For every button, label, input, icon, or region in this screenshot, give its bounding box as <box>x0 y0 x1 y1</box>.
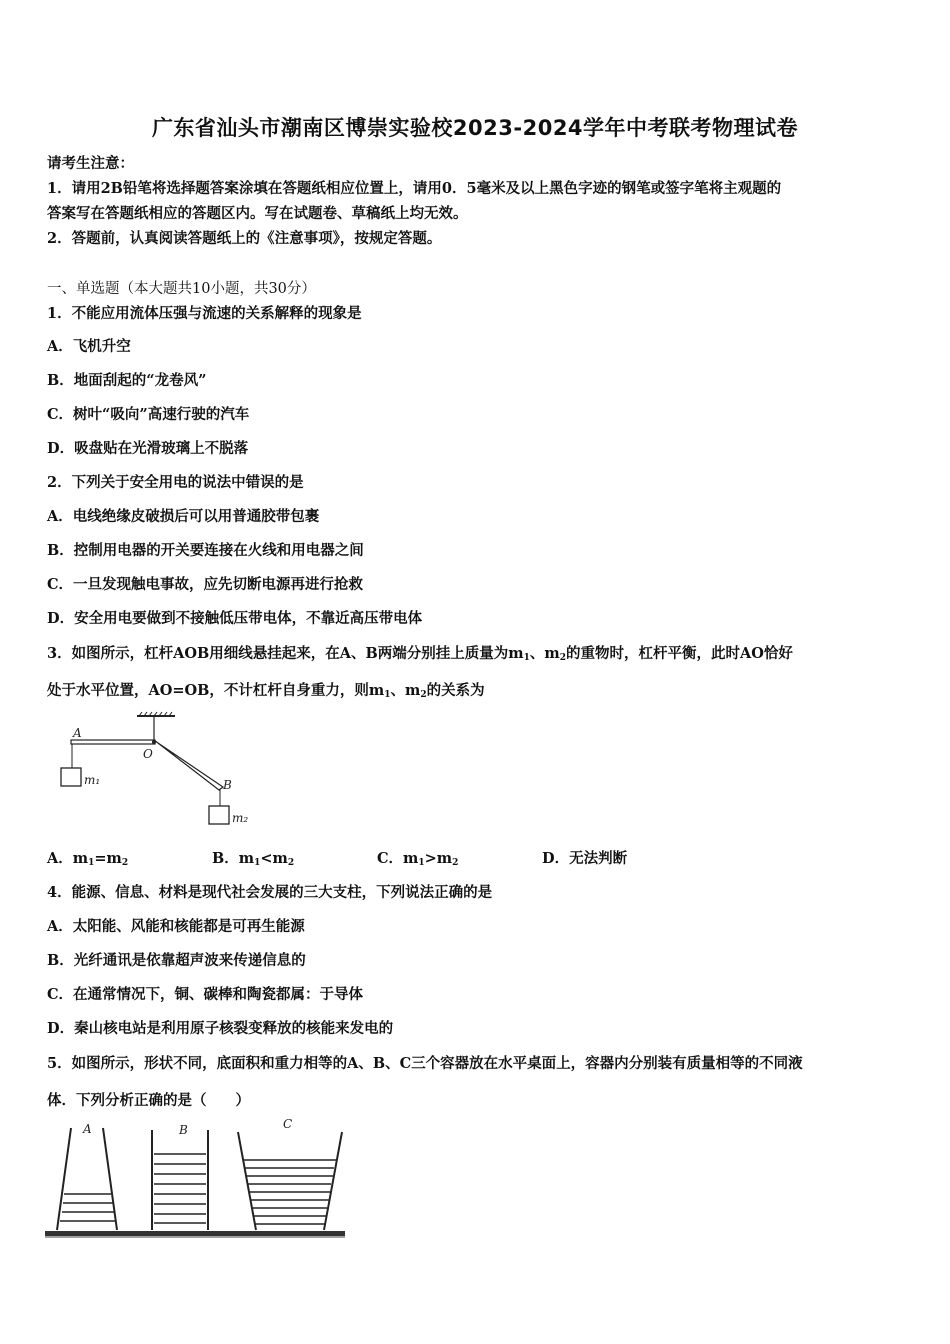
container-c <box>238 1132 342 1230</box>
container-a <box>57 1128 117 1230</box>
label-container-a: A <box>83 1122 92 1136</box>
question-2-option-b: B．控制用电器的开关要连接在火线和用电器之间 <box>47 542 364 559</box>
question-1-option-a: A．飞机升空 <box>47 338 131 355</box>
container-b <box>152 1130 208 1230</box>
question-2-option-a: A．电线绝缘皮破损后可以用普通胶带包裹 <box>47 508 320 525</box>
question-2-option-c: C．一旦发现触电事故，应先切断电源再进行抢救 <box>47 576 364 593</box>
mass-m2 <box>209 806 229 824</box>
question-3-option-d: D．无法判断 <box>542 850 628 867</box>
question-3-option-a: A．$m_1=m_2$ <box>47 850 129 868</box>
table-surface <box>45 1231 345 1236</box>
label-o: O <box>143 747 153 761</box>
question-4-option-c: C．在通常情况下，铜、碳棒和陶瓷都属：于导体 <box>47 986 364 1003</box>
mass-m1 <box>61 768 81 786</box>
label-m1: m₁ <box>84 773 101 787</box>
label-container-b: B <box>179 1123 188 1137</box>
section-heading: 一、单选题（本大题共10小题，共30分） <box>47 281 316 297</box>
notice-item-1-line-2: 答案写在答题纸相应的答题区内。写在试题卷、草稿纸上均无效。 <box>47 205 468 222</box>
label-m2: m₂ <box>232 811 249 825</box>
question-4-stem: 4．能源、信息、材料是现代社会发展的三大支柱，下列说法正确的是 <box>47 884 493 901</box>
question-2-stem: 2．下列关于安全用电的说法中错误的是 <box>47 474 304 491</box>
notice-item-1-line-1: 1．请用2B铅笔将选择题答案涂填在答题纸相应位置上，请用0．5毫米及以上黑色字迹的钢笔或签字笔将主观题的 <box>47 180 782 197</box>
question-5-stem-line-1: 5．如图所示，形状不同，底面积和重力相等的A、B、C三个容器放在水平桌面上，容器内分别装有质量相等的不同液 <box>47 1055 803 1072</box>
notice-heading: 请考生注意： <box>47 155 134 172</box>
question-4-option-d: D．秦山核电站是利用原子核裂变释放的核能来发电的 <box>47 1020 394 1037</box>
question-1-option-d: D．吸盘贴在光滑玻璃上不脱落 <box>47 440 249 457</box>
containers-figure <box>45 1118 350 1243</box>
pivot-point <box>152 740 156 744</box>
question-1-stem: 1．不能应用流体压强与流速的关系解释的现象是 <box>47 305 362 322</box>
page-title: 广东省汕头市潮南区博崇实验校2023-2024学年中考联考物理试卷 <box>151 116 799 140</box>
question-3-option-b: B．$m_1<m_2$ <box>212 850 295 868</box>
label-a: A <box>73 726 82 740</box>
label-b: B <box>223 778 232 792</box>
question-3-stem-line-1: 3．如图所示，杠杆AOB用细线悬挂起来，在A、B两端分别挂上质量为$m_1$、$m_2$的重物时，杠杆平衡，此时AO恰好 <box>47 645 793 663</box>
lever-arm-ao <box>71 740 155 744</box>
question-4-option-a: A．太阳能、风能和核能都是可再生能源 <box>47 918 305 935</box>
label-container-c: C <box>283 1117 293 1131</box>
notice-item-2: 2．答题前，认真阅读答题纸上的《注意事项》，按规定答题。 <box>47 230 442 247</box>
question-2-option-d: D．安全用电要做到不接触低压带电体，不靠近高压带电体 <box>47 610 423 627</box>
question-1-option-b: B．地面刮起的“龙卷风” <box>47 372 207 389</box>
question-5-stem-line-2: 体．下列分析正确的是（ ） <box>47 1092 250 1109</box>
lever-figure <box>55 712 265 832</box>
question-4-option-b: B．光纤通讯是依靠超声波来传递信息的 <box>47 952 306 969</box>
question-3-option-c: C．$m_1>m_2$ <box>377 850 459 868</box>
lever-arm-ob <box>154 740 223 790</box>
question-1-option-c: C．树叶“吸向”高速行驶的汽车 <box>47 406 250 423</box>
question-3-stem-line-2: 处于水平位置，AO=OB，不计杠杆自身重力，则$m_1$、$m_2$的关系为 <box>47 682 485 700</box>
